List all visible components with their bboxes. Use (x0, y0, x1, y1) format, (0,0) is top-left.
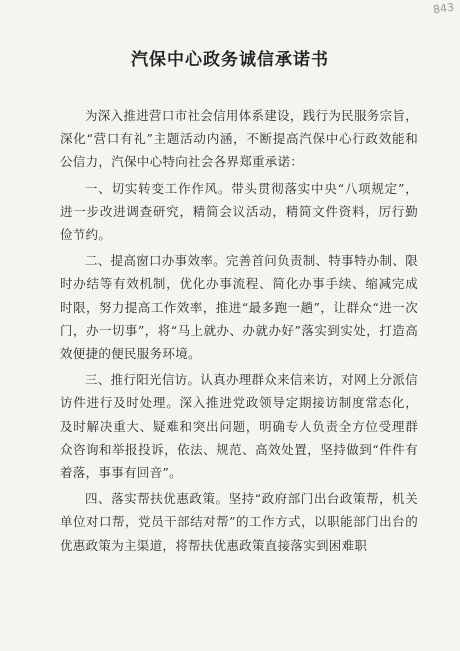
paragraph-item-3: 三、推行阳光信访。认真办理群众来信来访，对网上分派信访件进行及时处理。深入推进党政领导定期接访制度常态化，及时解决重大、疑难和突出问题，明确专人负责全方位受理群众咨询和举报投诉，依法、规范、高效处置，坚持做到“件件有着落，事事有回音”。 (60, 372, 418, 481)
paragraph-item-1: 一、切实转变工作作风。带头贯彻落实中央“八项规定”，进一步改进调查研究，精简会议活动，精简文件资料，厉行勤俭节约。 (60, 180, 418, 243)
page-number-mark: 843 (432, 0, 455, 17)
paragraph-intro: 为深入推进营口市社会信用体系建设，践行为民服务宗旨，深化“营口有礼”主题活动内涵，不断提高汽保中心行政效能和公信力，汽保中心特向社会各界郑重承诺： (60, 108, 418, 170)
document-title: 汽保中心政务诚信承诺书 (131, 50, 329, 70)
document-body (60, 104, 418, 560)
paragraph-item-2: 二、提高窗口办事效率。完善首问负责制、特事特办制、限时办结等有效机制，优化办事流程、简化办事手续、缩减完成时限，努力提高工作效率，推进“最多跑一趟”，让群众“进一次门，办一切事”，将“马上就办、办就办好”落实到实处，打造高效便捷的便民服务环境。 (60, 253, 418, 362)
paragraph-item-4: 四、落实帮扶优惠政策。坚持“政府部门出台政策帮，机关单位对口帮，党员干部结对帮”的工作方式，以职能部门出台的优惠政策为主渠道，将帮扶优惠政策直接落实到困难职 (60, 491, 418, 553)
